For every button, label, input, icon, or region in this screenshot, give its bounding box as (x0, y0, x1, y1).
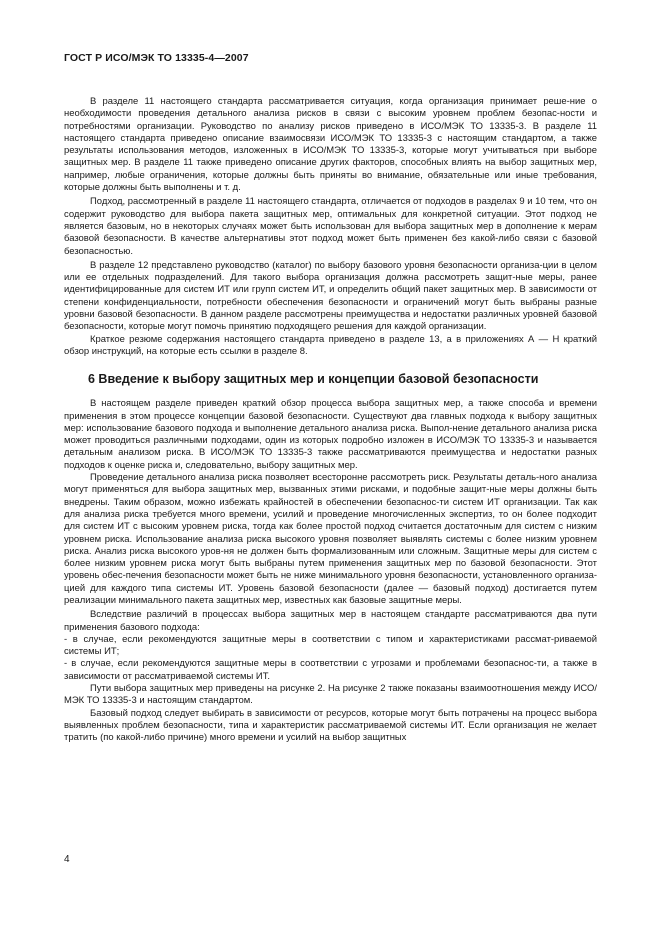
body-text (64, 96, 597, 745)
paragraph: Краткое резюме содержания настоящего стандарта приведено в разделе 13, а в приложениях А — Н краткий обзор инструкций, на которые есть ссылки в разделе 8. (64, 333, 597, 357)
paragraph: Вследствие различий в процессах выбора защитных мер в настоящем стандарте рассматриваются два пути применения базового подхода: (64, 609, 597, 633)
paragraph: Пути выбора защитных мер приведены на рисунке 2. На рисунке 2 также показаны взаимоотношения между ИСО/МЭК ТО 13335-3 и настоящим стандартом. (64, 683, 597, 707)
list-item: - в случае, если рекомендуются защитные меры в соответствии с угрозами и проблемами безопаснос-ти, а также в зависимости от рассматриваемой системы ИТ. (64, 658, 597, 682)
list-item: - в случае, если рекомендуются защитные меры в соответствии с типом и характеристиками рассмат-риваемой системы ИТ; (64, 633, 597, 658)
paragraph: Подход, рассмотренный в разделе 11 настоящего стандарта, отличается от подходов в разделах 9 и 10 тем, что он содержит руководство для выбора пакета защитных мер, оптимальных для конкретной ситуации. Этот подход не является базовым, но в некоторых случаях может быть использован для выбора защитных мер в дополнение к мерам базовой безопасности. В качестве альтернативы этот подход может быть применен без какой-либо связи с базовой безопасностью. (64, 196, 597, 257)
paragraph: Базовый подход следует выбирать в зависимости от ресурсов, которые могут быть потрачены на процесс выбора выявленных проблем безопасности, типа и характеристик рассматриваемой системы ИТ. Если организация не желает тратить (по какой-либо причине) много времени и усилий на выбор защитных (64, 707, 597, 744)
section-title: 6 Введение к выбору защитных мер и концепции базовой безопасности (88, 372, 539, 387)
document-header: ГОСТ Р ИСО/МЭК ТО 13335-4—2007 (64, 52, 249, 64)
paragraph: В настоящем разделе приведен краткий обзор процесса выбора защитных мер, а также способа и времени применения в этом процессе концепции базовой безопасности. Существуют два главных подхода к выбору защитных мер: использование базового подхода и выполнение детального анализа риска. Выпол-нение детального анализа риска может проводиться различными подходами, один из которых подробно изложен в ИСО/МЭК ТО 13335-3 и называется детальным анализом риска. В ИСО/МЭК ТО 13335-3 также рассматриваются преимущества и недостатки разных подходов к оценке риска и, следовательно, выбору защитных мер. (64, 398, 597, 471)
paragraph: В разделе 12 представлено руководство (каталог) по выбору базового уровня безопасности организа-ции в целом или ее отдельных подразделений. Для такого выбора организация должна рассмотреть защит-ные меры, ранее идентифицированные для систем ИТ или групп систем ИТ, и определить общий пакет защитных мер. В зависимости от степени конфиденциальности, потребности обеспечения безопасности и ограничений могут быть выбраны разные уровни базовой безопасности. В данном разделе рассмотрены преимущества и недостатки различных уровней базовой безопасности, которые могут помочь принятию подходящего решения для каждой организации. (64, 259, 597, 333)
paragraph: В разделе 11 настоящего стандарта рассматривается ситуация, когда организация принимает реше-ние о необходимости проведения детального анализа рисков в связи с высоким уровнем проблем безопас-ности и потребностями организации. Руководство по анализу рисков приведено в ИСО/МЭК ТО 13335-3. В разделе 11 настоящего стандарта приведено описание взаимосвязи ИСО/МЭК ТО 13335-3 с настоящим стандартом, а также результаты использования методов, изложенных в ИСО/МЭК ТО 13335-3, которые могут учитываться при выборе защитных мер. В разделе 11 также приведено описание других факторов, способных влиять на выбор защитных мер, например, любые ограничения, которые должны быть приняты во внимание, обязательные или иные требования, которые должны быть выполнены и т. д. (64, 96, 597, 194)
page-number: 4 (64, 854, 70, 865)
paragraph: Проведение детального анализа риска позволяет всесторонне рассмотреть риск. Результаты деталь-ного анализа могут применяться для выбора защитных мер, вызванных этими рисками, и подобные защит-ные меры должны быть внедрены. Таким образом, можно избежать крайностей в обеспечении безопаснос-ти систем ИТ организации. Так как для анализа риска требуется много времени, усилий и проведение многочисленных экспертиз, то он более подходит для систем ИТ с высоким уровнем риска, тогда как более простой подход считается достаточным для систем с низким уровнем риска. Использование анализа риска высокого уровня позволяет выявлять системы с более низким уровнем риска. Анализ риска высокого уров-ня не должен быть формализованным или сложным. Защитные меры для систем с более низким уровнем риска могут быть выбраны путем применения защитных мер по базовой безопасности. Этот уровень обес-печения безопасности может быть не ниже минимального уровня безопасности, установленного организа-цией для каждого типа системы ИТ. Уровень базовой безопасности (далее — базовый подход) достигается путем реализации минимального пакета защитных мер, известных как базовые защитные меры. (64, 472, 597, 606)
